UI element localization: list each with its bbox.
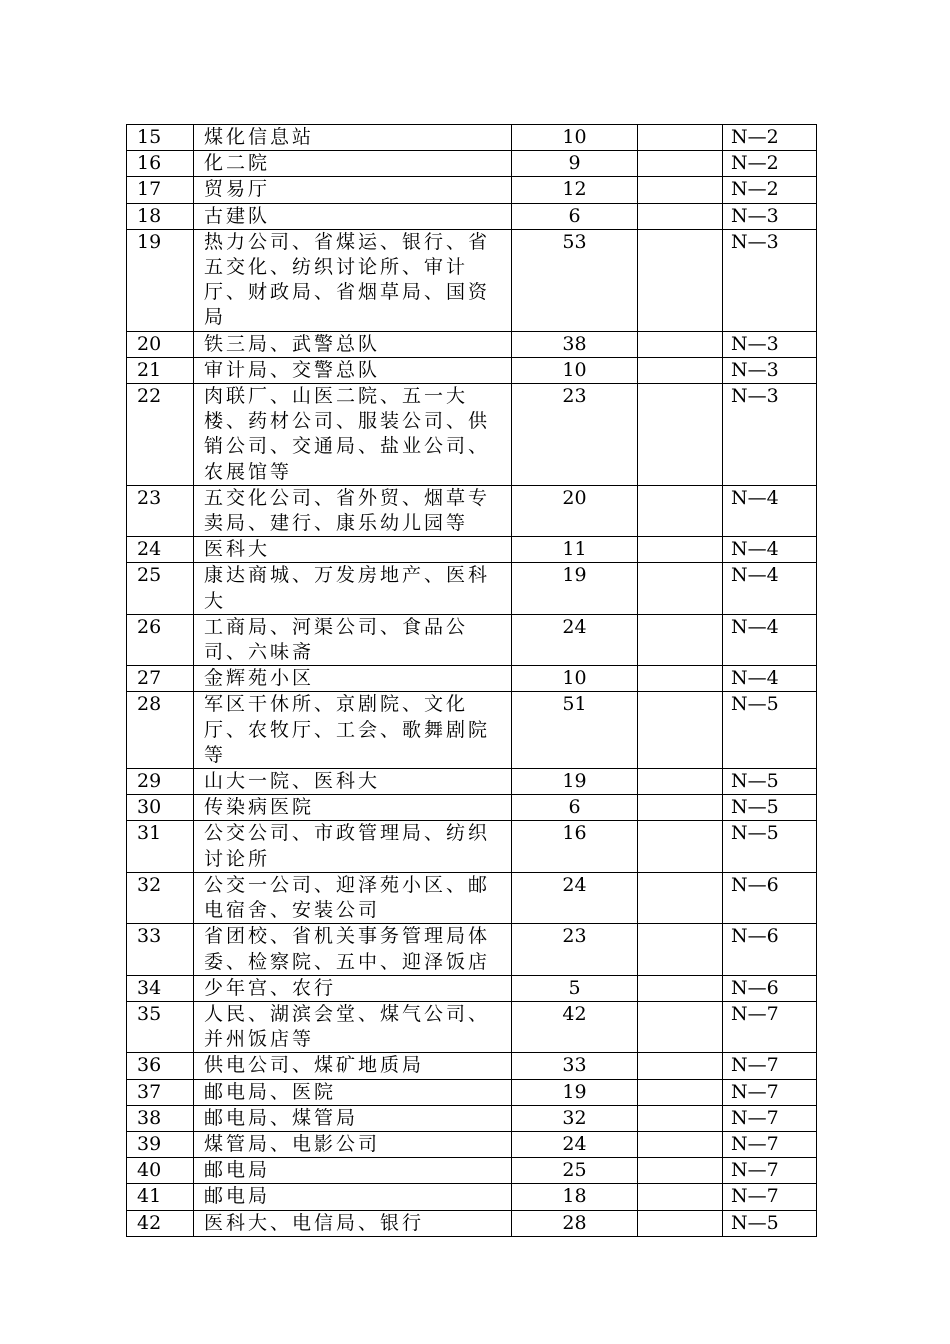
unit-name-cell: 省团校、省机关事务管理局体委、检察院、五中、迎泽饭店 (194, 924, 512, 975)
table-row (127, 666, 817, 692)
unit-name-cell: 传染病医院 (194, 795, 512, 821)
unit-name-cell: 医科大、电信局、银行 (194, 1210, 512, 1236)
count-cell: 51 (512, 692, 638, 769)
empty-cell (638, 1105, 723, 1131)
count-cell: 9 (512, 151, 638, 177)
table-row (127, 1053, 817, 1079)
table-row (127, 1184, 817, 1210)
code-cell: N—7 (723, 1184, 817, 1210)
count-cell: 42 (512, 1001, 638, 1052)
row-number-cell: 33 (127, 924, 194, 975)
empty-cell (638, 1210, 723, 1236)
unit-name-cell: 古建队 (194, 203, 512, 229)
empty-cell (638, 229, 723, 331)
code-cell: N—7 (723, 1158, 817, 1184)
table-row (127, 795, 817, 821)
row-number-cell: 15 (127, 125, 194, 151)
code-cell: N—7 (723, 1053, 817, 1079)
code-cell: N—4 (723, 614, 817, 665)
table-row (127, 384, 817, 486)
count-cell: 38 (512, 331, 638, 357)
table-row (127, 203, 817, 229)
code-cell: N—4 (723, 563, 817, 614)
empty-cell (638, 357, 723, 383)
unit-name-cell: 铁三局、武警总队 (194, 331, 512, 357)
empty-cell (638, 666, 723, 692)
code-cell: N—6 (723, 924, 817, 975)
row-number-cell: 34 (127, 975, 194, 1001)
unit-name-cell: 邮电局 (194, 1158, 512, 1184)
unit-name-cell: 供电公司、煤矿地质局 (194, 1053, 512, 1079)
row-number-cell: 17 (127, 177, 194, 203)
count-cell: 23 (512, 384, 638, 486)
empty-cell (638, 1079, 723, 1105)
empty-cell (638, 872, 723, 923)
table-row (127, 1131, 817, 1157)
row-number-cell: 28 (127, 692, 194, 769)
count-cell: 16 (512, 821, 638, 872)
table-row (127, 1158, 817, 1184)
unit-name-cell: 军区干休所、京剧院、文化厅、农牧厅、工会、歌舞剧院等 (194, 692, 512, 769)
count-cell: 10 (512, 125, 638, 151)
count-cell: 32 (512, 1105, 638, 1131)
unit-name-cell: 贸易厅 (194, 177, 512, 203)
table-row (127, 692, 817, 769)
unit-name-cell: 金辉苑小区 (194, 666, 512, 692)
code-cell: N—3 (723, 229, 817, 331)
row-number-cell: 39 (127, 1131, 194, 1157)
row-number-cell: 18 (127, 203, 194, 229)
unit-name-cell: 邮电局、煤管局 (194, 1105, 512, 1131)
code-cell: N—6 (723, 975, 817, 1001)
table-row (127, 177, 817, 203)
empty-cell (638, 151, 723, 177)
table-row (127, 537, 817, 563)
code-cell: N—3 (723, 331, 817, 357)
code-cell: N—7 (723, 1001, 817, 1052)
row-number-cell: 25 (127, 563, 194, 614)
code-cell: N—4 (723, 537, 817, 563)
row-number-cell: 35 (127, 1001, 194, 1052)
empty-cell (638, 924, 723, 975)
row-number-cell: 36 (127, 1053, 194, 1079)
empty-cell (638, 203, 723, 229)
empty-cell (638, 125, 723, 151)
code-cell: N—5 (723, 769, 817, 795)
table-row (127, 975, 817, 1001)
row-number-cell: 38 (127, 1105, 194, 1131)
count-cell: 19 (512, 563, 638, 614)
table-row (127, 769, 817, 795)
empty-cell (638, 384, 723, 486)
code-cell: N—6 (723, 872, 817, 923)
count-cell: 33 (512, 1053, 638, 1079)
unit-name-cell: 公交一公司、迎泽苑小区、邮电宿舍、安装公司 (194, 872, 512, 923)
empty-cell (638, 795, 723, 821)
count-cell: 10 (512, 357, 638, 383)
count-cell: 10 (512, 666, 638, 692)
empty-cell (638, 1158, 723, 1184)
empty-cell (638, 537, 723, 563)
row-number-cell: 26 (127, 614, 194, 665)
unit-name-cell: 热力公司、省煤运、银行、省五交化、纺织讨论所、审计厅、财政局、省烟草局、国资局 (194, 229, 512, 331)
count-cell: 11 (512, 537, 638, 563)
code-cell: N—3 (723, 384, 817, 486)
empty-cell (638, 769, 723, 795)
empty-cell (638, 821, 723, 872)
empty-cell (638, 975, 723, 1001)
empty-cell (638, 614, 723, 665)
empty-cell (638, 331, 723, 357)
unit-name-cell: 公交公司、市政管理局、纺织讨论所 (194, 821, 512, 872)
empty-cell (638, 1131, 723, 1157)
unit-name-cell: 审计局、交警总队 (194, 357, 512, 383)
row-number-cell: 23 (127, 485, 194, 536)
unit-name-cell: 煤化信息站 (194, 125, 512, 151)
empty-cell (638, 563, 723, 614)
unit-name-cell: 邮电局 (194, 1184, 512, 1210)
count-cell: 19 (512, 1079, 638, 1105)
unit-name-cell: 康达商城、万发房地产、医科大 (194, 563, 512, 614)
table-body (127, 125, 817, 1237)
row-number-cell: 31 (127, 821, 194, 872)
unit-name-cell: 煤管局、电影公司 (194, 1131, 512, 1157)
empty-cell (638, 177, 723, 203)
table-row (127, 151, 817, 177)
table-row (127, 1079, 817, 1105)
unit-name-cell: 邮电局、医院 (194, 1079, 512, 1105)
code-cell: N—4 (723, 485, 817, 536)
table-row (127, 872, 817, 923)
table-row (127, 125, 817, 151)
count-cell: 24 (512, 614, 638, 665)
table-row (127, 357, 817, 383)
unit-name-cell: 五交化公司、省外贸、烟草专卖局、建行、康乐幼儿园等 (194, 485, 512, 536)
empty-cell (638, 692, 723, 769)
row-number-cell: 22 (127, 384, 194, 486)
unit-name-cell: 山大一院、医科大 (194, 769, 512, 795)
code-cell: N—2 (723, 125, 817, 151)
code-cell: N—2 (723, 151, 817, 177)
code-cell: N—7 (723, 1131, 817, 1157)
unit-name-cell: 化二院 (194, 151, 512, 177)
row-number-cell: 32 (127, 872, 194, 923)
row-number-cell: 19 (127, 229, 194, 331)
count-cell: 12 (512, 177, 638, 203)
code-cell: N—3 (723, 203, 817, 229)
count-cell: 5 (512, 975, 638, 1001)
row-number-cell: 21 (127, 357, 194, 383)
row-number-cell: 37 (127, 1079, 194, 1105)
unit-name-cell: 少年宫、农行 (194, 975, 512, 1001)
count-cell: 53 (512, 229, 638, 331)
unit-name-cell: 工商局、河渠公司、食品公司、六味斋 (194, 614, 512, 665)
code-cell: N—7 (723, 1079, 817, 1105)
document-page (126, 124, 816, 1237)
code-cell: N—5 (723, 795, 817, 821)
row-number-cell: 40 (127, 1158, 194, 1184)
unit-name-cell: 医科大 (194, 537, 512, 563)
count-cell: 25 (512, 1158, 638, 1184)
unit-name-cell: 肉联厂、山医二院、五一大楼、药材公司、服装公司、供销公司、交通局、盐业公司、农展馆等 (194, 384, 512, 486)
row-number-cell: 20 (127, 331, 194, 357)
code-cell: N—5 (723, 1210, 817, 1236)
table-row (127, 229, 817, 331)
table-row (127, 563, 817, 614)
count-cell: 28 (512, 1210, 638, 1236)
code-cell: N—7 (723, 1105, 817, 1131)
table-row (127, 924, 817, 975)
table-row (127, 614, 817, 665)
data-table (126, 124, 817, 1237)
empty-cell (638, 1184, 723, 1210)
table-row (127, 485, 817, 536)
code-cell: N—5 (723, 821, 817, 872)
row-number-cell: 42 (127, 1210, 194, 1236)
table-row (127, 1001, 817, 1052)
count-cell: 19 (512, 769, 638, 795)
count-cell: 23 (512, 924, 638, 975)
code-cell: N—5 (723, 692, 817, 769)
table-row (127, 1105, 817, 1131)
count-cell: 6 (512, 203, 638, 229)
table-row (127, 1210, 817, 1236)
row-number-cell: 27 (127, 666, 194, 692)
code-cell: N—3 (723, 357, 817, 383)
row-number-cell: 29 (127, 769, 194, 795)
row-number-cell: 30 (127, 795, 194, 821)
table-row (127, 331, 817, 357)
count-cell: 18 (512, 1184, 638, 1210)
empty-cell (638, 1001, 723, 1052)
row-number-cell: 24 (127, 537, 194, 563)
count-cell: 20 (512, 485, 638, 536)
count-cell: 24 (512, 1131, 638, 1157)
code-cell: N—4 (723, 666, 817, 692)
empty-cell (638, 1053, 723, 1079)
code-cell: N—2 (723, 177, 817, 203)
unit-name-cell: 人民、湖滨会堂、煤气公司、并州饭店等 (194, 1001, 512, 1052)
count-cell: 6 (512, 795, 638, 821)
table-row (127, 821, 817, 872)
count-cell: 24 (512, 872, 638, 923)
row-number-cell: 16 (127, 151, 194, 177)
empty-cell (638, 485, 723, 536)
row-number-cell: 41 (127, 1184, 194, 1210)
